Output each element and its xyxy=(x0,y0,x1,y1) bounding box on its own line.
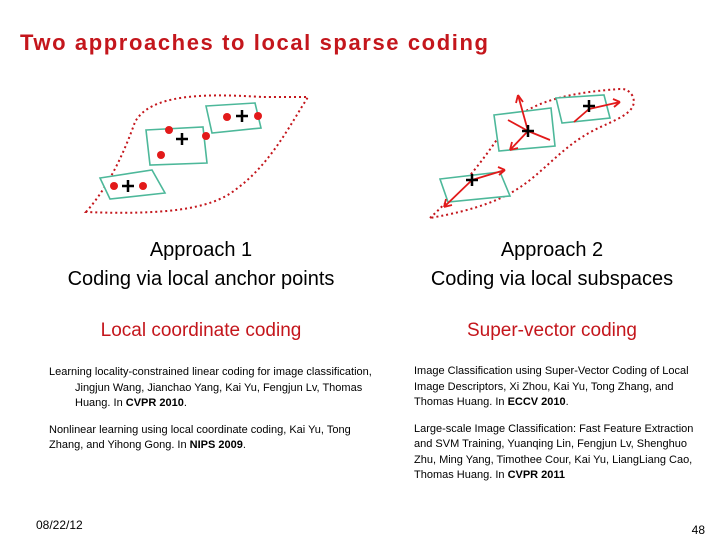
subspace-plus-marks xyxy=(466,100,595,186)
approach-2-heading xyxy=(392,236,712,294)
local-coordinate-coding-label: Local coordinate coding xyxy=(100,320,302,341)
manifold-outline-right xyxy=(430,89,634,218)
ref-venue: ECCV 2010 xyxy=(507,396,566,408)
approach-1-label: Approach 1 xyxy=(149,239,253,261)
ref-text: Learning locality-constrained linear coding for image classification, Jingjun Wang, Jianchao Yang, Kai Yu, Fengjun Lv, Thomas Huang. In xyxy=(49,366,372,409)
super-vector-coding-label: Super-vector coding xyxy=(466,320,638,341)
slide-title: Two approaches to local sparse coding xyxy=(20,30,490,55)
ref-text: Large-scale Image Classification: Fast Feature Extraction and SVM Training, Yuanqing Lin, Fengjun Lv, Shenghuo Zhu, Ming Yang, Timothee Cour, Kai Yu, LiangLiang Cao, Thomas Huang. In xyxy=(414,422,694,481)
reference-large-scale xyxy=(414,422,710,484)
reference-llc xyxy=(49,365,379,412)
anchor-dots xyxy=(110,112,262,190)
manifold-outline-left xyxy=(86,95,308,212)
center-plus-marks xyxy=(122,110,248,192)
approach-2-subtitle: Coding via local subspaces xyxy=(430,268,674,290)
approach-1-subtitle: Coding via local anchor points xyxy=(67,268,335,290)
page-number: 48 xyxy=(691,523,705,537)
ref-text: Image Classification using Super-Vector Coding of Local Image Descriptors, Xi Zhou, Kai Yu, Tong Zhang, and Thomas Huang. In xyxy=(414,365,689,408)
patches-left xyxy=(100,103,261,199)
ref-end: . xyxy=(242,439,246,451)
reference-lcc xyxy=(49,423,379,454)
ref-venue: CVPR 2011 xyxy=(507,469,566,481)
ref-venue: CVPR 2010 xyxy=(125,397,184,409)
ref-end: . xyxy=(565,396,569,408)
right-references xyxy=(414,364,710,495)
footer-date: 08/22/12 xyxy=(36,518,83,532)
left-references xyxy=(49,365,379,465)
patches-right xyxy=(440,95,610,202)
ref-text: Nonlinear learning using local coordinate coding, Kai Yu, Tong Zhang, and Yihong Gong. In xyxy=(49,423,351,451)
ref-venue: NIPS 2009 xyxy=(189,439,243,451)
approach-1-heading xyxy=(26,236,376,294)
ref-end: . xyxy=(183,397,187,409)
approach-2-label: Approach 2 xyxy=(500,239,604,261)
basis-arrows xyxy=(444,95,620,207)
reference-svc xyxy=(414,364,710,411)
